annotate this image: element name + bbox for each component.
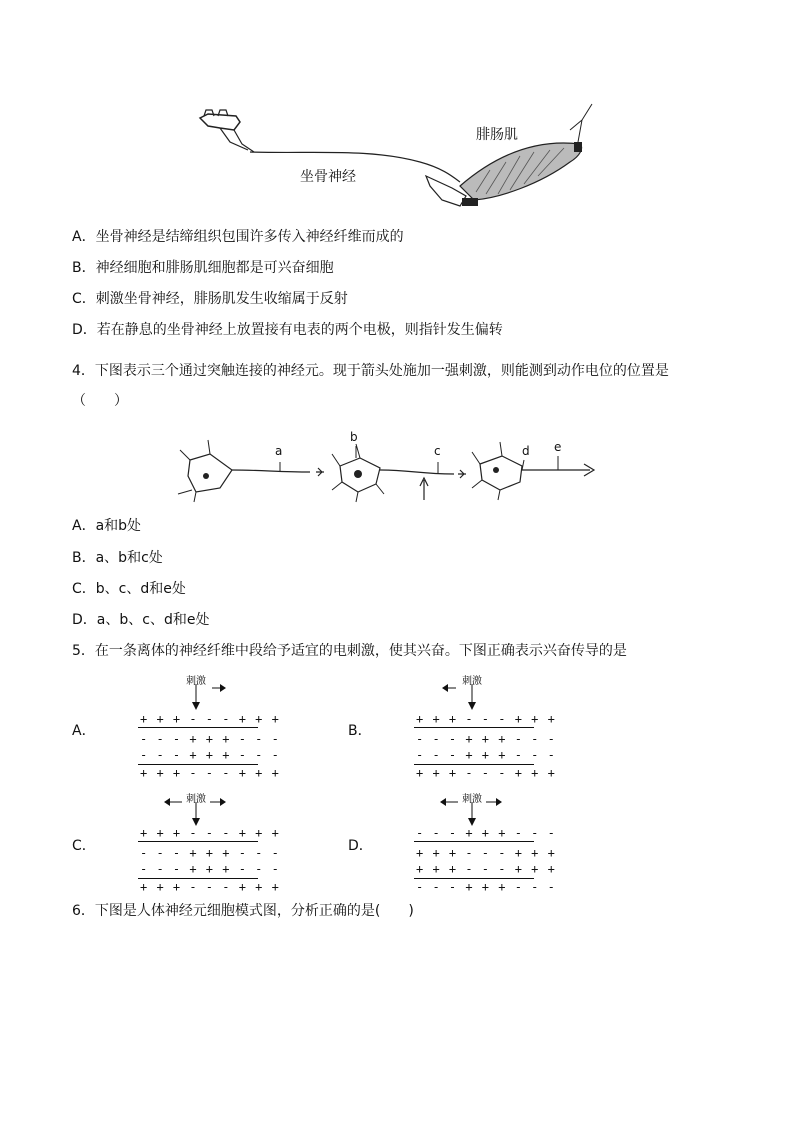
q6-stem: 6．下图是人体神经元细胞模式图，分析正确的是( ) [72,903,414,919]
neuron-label-e: e [554,440,562,454]
q4-option-b: B．a、b和c处 [72,550,163,566]
stim-arrows-c [138,788,262,828]
stim-label-b: 刺激 [462,676,482,687]
membrane-line-d-bottom [414,878,534,879]
q5-stem: 5．在一条离体的神经纤维中段给予适宜的电刺激，使其兴奋。下图正确表示兴奋传导的是 [72,643,627,659]
neuron-label-c: c [434,444,441,458]
charge-row-d2: + + + - - - + + + [416,846,556,860]
charge-row-b1: + + + - - - + + + [416,712,556,726]
membrane-line-b-top [414,727,534,728]
neuron-label-d: d [522,444,530,458]
charge-row-a4: + + + - - - + + + [140,766,280,780]
q3-option-a: A．坐骨神经是结缔组织包围许多传入神经纤维而成的 [72,229,404,245]
q5-option-b-letter: B． [348,723,372,739]
membrane-line-b-bottom [414,764,534,765]
figure-nerve-muscle [190,100,610,220]
stim-arrows-b [414,672,538,712]
charge-row-a3: - - - + + + - - - [140,748,280,762]
neuron-label-a: a [275,444,283,458]
membrane-line-d-top [414,841,534,842]
charge-row-d3: + + + - - - + + + [416,862,556,876]
charge-row-c1: + + + - - - + + + [140,826,280,840]
q5-option-c-letter: C． [72,838,96,854]
stim-label-c: 刺激 [186,794,206,805]
q4-option-c: C．b、c、d和e处 [72,581,186,597]
charge-row-b3: - - - + + + - - - [416,748,556,762]
figure-three-neurons [170,430,610,510]
q3-option-c: C．刺激坐骨神经，腓肠肌发生收缩属于反射 [72,291,348,307]
q4-option-d: D．a、b、c、d和e处 [72,612,210,628]
charge-row-d4: - - - + + + - - - [416,880,556,894]
charge-row-b4: + + + - - - + + + [416,766,556,780]
q3-option-b: B．神经细胞和腓肠肌细胞都是可兴奋细胞 [72,260,334,276]
stim-label-a: 刺激 [186,676,206,687]
q5-option-c-diagram [138,788,280,898]
stim-arrows-d [414,788,538,828]
charge-row-c4: + + + - - - + + + [140,880,280,894]
neurons-drawing [170,430,610,510]
label-gastrocnemius: 腓肠肌 [476,127,518,143]
membrane-line-c-bottom [138,878,258,879]
stim-label-d: 刺激 [462,794,482,805]
nerve-muscle-drawing [190,100,610,220]
label-sciatic-nerve: 坐骨神经 [300,169,356,185]
charge-row-a1: + + + - - - + + + [140,712,280,726]
q5-option-a-letter: A． [72,723,96,739]
q5-option-a-diagram [138,672,280,782]
charge-row-c3: - - - + + + - - - [140,862,280,876]
q5-option-d-diagram [414,788,556,898]
membrane-line-c-top [138,841,258,842]
q4-option-a: A．a和b处 [72,518,142,534]
q4-stem: 4．下图表示三个通过突触连接的神经元。现于箭头处施加一强刺激，则能测到动作电位的位置是 [72,363,669,379]
q5-option-d-letter: D． [348,838,373,854]
q3-option-d: D．若在静息的坐骨神经上放置接有电表的两个电极，则指针发生偏转 [72,322,503,338]
neuron-label-b: b [350,430,358,444]
membrane-line-a-top [138,727,258,728]
charge-row-a2: - - - + + + - - - [140,732,280,746]
charge-row-b2: - - - + + + - - - [416,732,556,746]
membrane-line-a-bottom [138,764,258,765]
charge-row-c2: - - - + + + - - - [140,846,280,860]
q5-option-b-diagram [414,672,556,782]
charge-row-d1: - - - + + + - - - [416,826,556,840]
q4-bracket: （ ） [72,393,128,409]
stim-arrows-a [138,672,262,712]
